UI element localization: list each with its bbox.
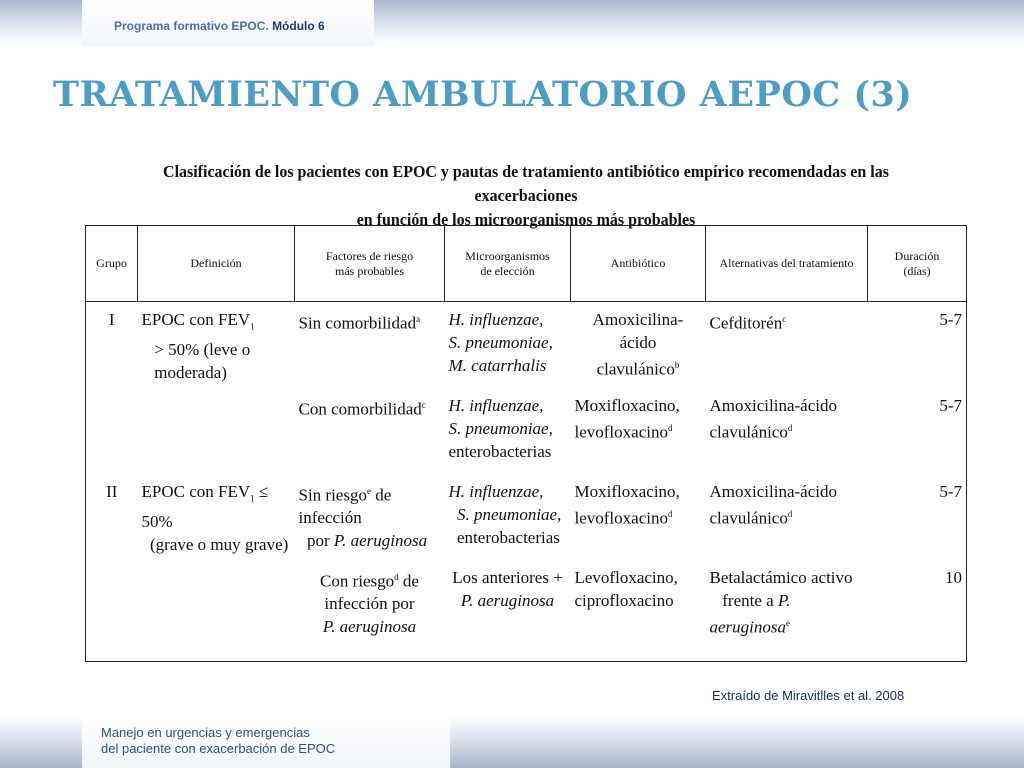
- cell-alternativas: Betalactámico activo frente a P. aeruginosa$^e$: [709, 567, 853, 637]
- caption-line-1: Clasificación de los pacientes con EPOC y pautas de tratamiento antibiótico empírico recomendadas en las exacerbaciones: [163, 162, 889, 205]
- cell-definicion: [138, 560, 295, 662]
- cell-grupo: [86, 388, 138, 474]
- table-header-row: [86, 226, 967, 302]
- header-factores: Factores de riesgo más probables: [295, 226, 445, 302]
- module-name: Módulo 6: [272, 19, 325, 33]
- table-row: [86, 302, 967, 388]
- cell-antibiotico: Levofloxacino, ciprofloxacino: [574, 567, 678, 610]
- cell-factores: Con riesgo$^d$ de infección por P. aeruginosa: [320, 571, 419, 637]
- cell-definicion: EPOC con $FEV_1 \le 50\%$ (grave o muy grave): [141, 481, 289, 554]
- cell-duracion: 5-7: [939, 395, 962, 415]
- footer-text: [101, 725, 335, 757]
- program-name: Programa formativo EPOC.: [114, 19, 269, 33]
- cell-duracion: 10: [945, 567, 962, 587]
- cell-microorganismos: H. influenzae, S. pneumoniae, enterobacterias: [448, 481, 562, 547]
- header-grupo: Grupo: [86, 226, 138, 302]
- cell-grupo: II: [106, 481, 118, 501]
- header-antibiotico: Antibiótico: [571, 226, 706, 302]
- cell-factores: Sin riesgo$^e$ de infección por P. aeruginosa: [298, 485, 428, 551]
- cell-factores: Sin comorbilidad$^a$: [298, 313, 421, 333]
- footer-line-1: Manejo en urgencias y emergencias: [101, 725, 310, 740]
- header-microorganismos: Microorganismos de elección: [445, 226, 571, 302]
- cell-factores: Con comorbilidad$^c$: [298, 399, 426, 419]
- cell-grupo: [86, 560, 138, 662]
- source-citation: Extraído de Miravitlles et al. 2008: [712, 688, 905, 703]
- cell-microorganismos: H. influenzae, S. pneumoniae, enterobacterias: [448, 395, 553, 461]
- header-alternativas: Alternativas del tratamiento: [706, 226, 868, 302]
- cell-duracion: 5-7: [939, 481, 962, 501]
- program-label: [114, 19, 325, 33]
- cell-alternativas: Amoxicilina-ácido clavulánico$^d$: [709, 395, 837, 442]
- cell-definicion: [138, 388, 295, 474]
- cell-antibiotico: Moxifloxacino, levofloxacino$^d$: [574, 481, 680, 528]
- table-row: [86, 388, 967, 474]
- cell-alternativas: Amoxicilina-ácido clavulánico$^d$: [709, 481, 837, 528]
- table-caption: [114, 160, 937, 232]
- cell-antibiotico: Amoxicilina-ácido clavulánico$^b$: [592, 310, 684, 379]
- caption-line-2: en función de los microorganismos más probables: [356, 210, 696, 229]
- antibiotic-table: [85, 225, 967, 662]
- cell-grupo: I: [108, 310, 115, 329]
- cell-alternativas: Cefditorén$^c$: [709, 313, 787, 333]
- table-row: [86, 474, 967, 560]
- table-row: [86, 560, 967, 662]
- slide-title: TRATAMIENTO AMBULATORIO AEPOC (3): [53, 74, 913, 115]
- cell-definicion: EPOC con $FEV_1$ > 50% (leve o moderada): [141, 310, 255, 383]
- footer-line-2: del paciente con exacerbación de EPOC: [101, 741, 336, 756]
- cell-duracion: 5-7: [939, 310, 962, 329]
- header-definicion: Definición: [138, 226, 295, 302]
- cell-microorganismos: Los anteriores + P. aeruginosa: [452, 567, 563, 610]
- cell-microorganismos: H. influenzae, S. pneumoniae, M. catarrhalis: [448, 310, 553, 375]
- cell-antibiotico: Moxifloxacino, levofloxacino$^d$: [574, 395, 680, 442]
- header-duracion: Duración (días): [868, 226, 967, 302]
